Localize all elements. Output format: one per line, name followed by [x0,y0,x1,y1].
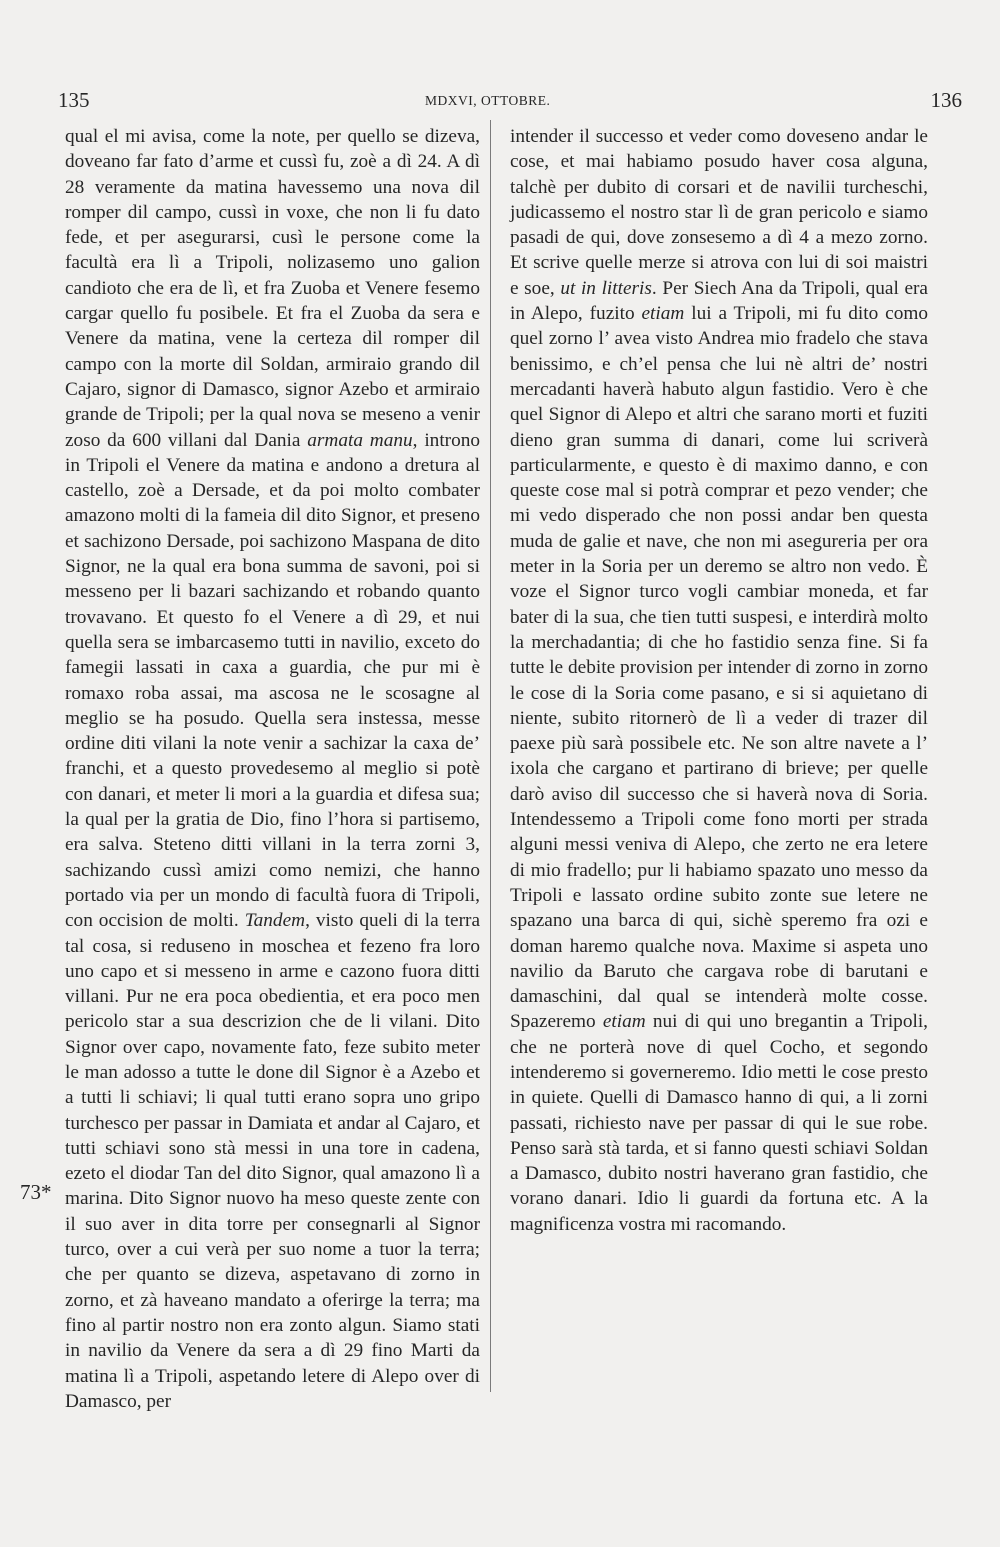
text-segment: qual el mi avisa, come la note, per quello se dizeva, doveano far fato d’arme et cussì fu, zoè a dì 24. A dì 28 veramente da matina havessemo una nova dil romper dil campo, cussì in voxe, che non li fu dato fede, et per asegurarsi, cusì le persone come la facultà era lì a Tripoli, nolizasemo uno galion candioto che era de lì, et fra Zuoba et Venere fesemo cargar quello fu posibele. Et fra el Zuoba da sera e Venere da matina, vene la certeza dil romper dil campo con la morte dil Soldan, armiraio grando dil Cajaro, signor di Damasco, signor Azebo et armiraio grande de Tripoli; per la qual nova se meseno a venir zoso da 600 villani dal Dania [65,126,480,451]
text-segment: . Per Siech Ana da Tripoli, qual era in Alepo, fuzito [510,277,928,325]
left-page-number: 135 [58,88,90,112]
italic-text-segment: armata manu [307,429,413,451]
page-header [0,88,1000,118]
text-segment: , visto queli di la terra tal cosa, si reduseno in moschea et fezeno fra loro uno capo et si messeno in arme e cazono fuora ditti villani. Pur ne era poca obedientia, et era poco men pericolo star a sua descrizion che de li vilani. Dito Signor over capo, novamente fato, feze subito meter le man adosso a tutte le done dil Signor è a Azebo et a tutti li schiavi; li qual tutti erano sopra uno gripo turchesco per passar in Damiata et andar al Cajaro, et tutti schiavi sono stà messi in una tore in cadena, ezeto el diodar Tan del dito Signor, qual amazono lì a marina. Dito Signor nuovo ha meso queste zente con il suo aver in dita torre per consegnarli al Signor turco, over a cui verà per suo nome a tuor la terra; che per quanto se dizeva, aspetavano di zorno in zorno, et zà haveano mandato a oferirge la terra; ma fino al partir nostro non era zonto algun. Siamo stati in navilio da Venere da sera a dì 29 fino Marti da matina lì a Tripoli, aspetando letere di Alepo over di Damasco, per [65,910,481,1412]
right-column-paragraph [510,124,928,1237]
text-segment: , introno in Tripoli el Venere da matina e andono a dretura al castello, zoè a Dersade, et da poi molto combater amazono molti di la fameia dil dito Signor, et preseno et sachizono Dersade, poi sachizono Maspana de dito Signor, ne la qual era bona summa de savoni, poi si messeno per li bazari sachizando et robando quanto trovavano. Et questo fo el Venere a dì 29, et nui quella sera se imbarcasemo tutti in navilio, exceto do famegii lassati in caxa a guardia, che pur mi è romaxo roba assai, ma ascosa ne le scosagne al meglio se ha posudo. Quella sera instessa, messe ordine diti vilani la note venir a sachizar la caxa de’ franchi, et a questo provedesemo al meglio si potè con danari, et meter li mori a la guardia et difesa sua; la qual per la gratia de Dio, fino l’hora si partisemo, era salva. Steteno ditti villani in la terra zorni 3, sachizando cussì amizi como nemizi, che hanno portado via per un mondo di facultà fuora di Tripoli, con occision de molti. [65,429,481,932]
left-column-paragraph [65,124,480,1414]
column-divider [490,120,491,1392]
text-segment: lui a Tripoli, mi fu dito como quel zorno l’ avea visto Andrea mio fradelo che stava benissimo, e ch’el pensa che lui nè altri de’ nostri mercadanti haverà habuto algun fastidio. Vero è che quel Signor di Alepo et altri che sarano morti et fuziti dieno gran summa di danari, come lui scriverà particularmente, e questo è di maximo danno, e con queste cose mal si potrà comprar et pezo vender; che mi vedo disperado che non possi andar ben questa muda de galie et nave, che non mi asegureria per ora meter in la Soria per un deremo se altro non vedo. È voze el Signor turco vogli cambiar moneda, et far bater di la sua, che tien tutti suspesi, e interdirà molto la merchadantia; di che ho fastidio senza fine. Si fa tutte le debite provision per intender di zorno in zorno le cose di la Soria come pasano, e si si aquietano di niente, subito ritornerò de lì a veder di trazer dil paexe più sarà possibele etc. Ne son altre navete a l’ ixola che cargano et partirano di brieve; per quelle darò aviso dil successo che si haverà nova di Soria. Intendessemo a Tripoli come fono morti per strada alguni messi veniva di Alepo, che zerto ne era letere di mio fradello; pur li habiamo spazato uno messo da Tripoli e lassato ordine subito zonte sue letere ne spazano una barca di qui, sichè speremo fra ozi e doman haremo qualche nova. Maxime si aspeta uno navilio da Baruto che cargava robe di barutani e damaschini, dal qual se intenderà molte cosse. Spazeremo [510,303,929,1033]
left-column-text [65,124,480,1414]
text-segment: intender il successo et veder como doveseno andar le cose, et mai habiamo posudo haver cosa alguna, talchè per dubito di corsari et de navilii turcheschi, judicassemo el nostro star lì de gran pericolo e siamo pasadi de qui, dove zonsesemo a dì 4 a mezo zorno. Et scrive quelle merze si atrova con lui di soi maistri e soe, [510,126,928,299]
italic-text-segment: etiam [602,1011,646,1033]
italic-text-segment: Tandem [244,910,306,932]
right-page-number: 136 [930,88,962,112]
text-segment: nui di qui uno bregantin a Tripoli, che ne porterà nove di quel Cocho, et segondo intenderemo si governeremo. Idio metti le cose presto in quiete. Quelli di Damasco hanno di qui, a li zorni passati, richiesto nave per passar di qui le sue robe. Penso sarà stà tarda, et si fanno questi schiavi Soldan a Damasco, dubito nostri haverano gran fastidio, che vorano danari. Idio li guardi da fortuna etc. A la magnificenza vostra mi racomando. [510,1011,928,1235]
margin-page-marker: 73* [20,1180,52,1204]
italic-text-segment: etiam [641,303,685,325]
running-title: MDXVI, OTTOBRE. [425,93,551,108]
right-column-text [510,124,928,1237]
italic-text-segment: ut in litteris [560,277,652,299]
